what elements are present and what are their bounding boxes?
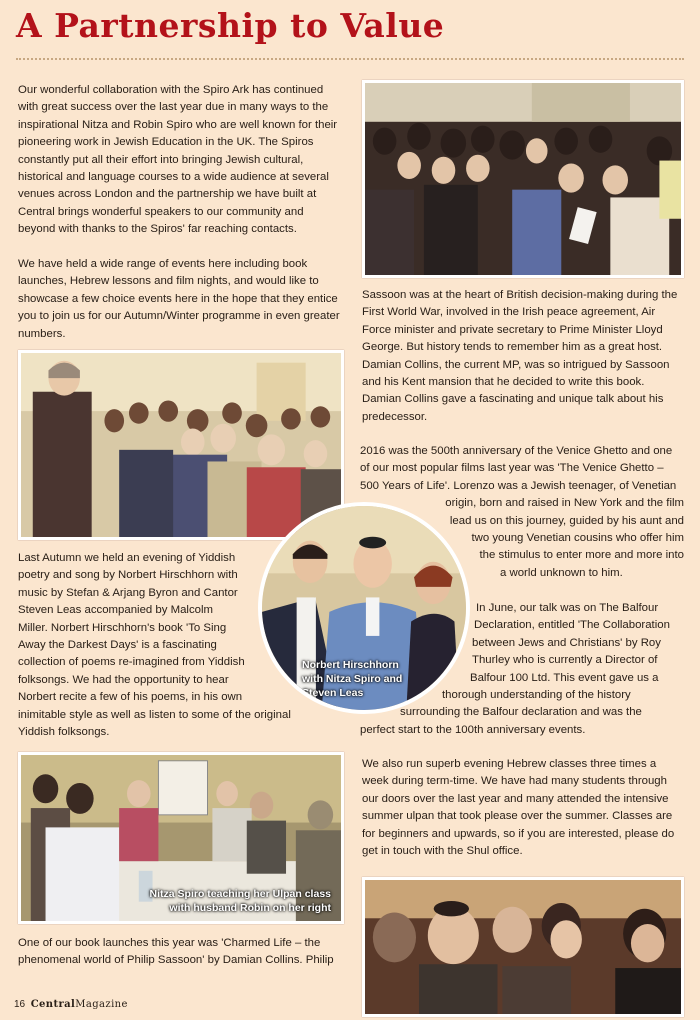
balfour-line: In June, our talk was on The Balfour bbox=[476, 602, 659, 614]
yiddish-line: Last Autumn we held an evening of Yiddish bbox=[18, 552, 236, 564]
yiddish-line: Norbert recite a few of his poems, in his own bbox=[18, 691, 243, 704]
title-divider bbox=[16, 58, 684, 60]
yiddish-line: music by Stefan & Arjang Byron and Cantor bbox=[18, 586, 238, 599]
lecture-audience-photo bbox=[362, 877, 684, 1017]
hirschhorn-caption bbox=[302, 658, 432, 700]
hebrew-classes-paragraph: We also run superb evening Hebrew classes three times a week during term-time. We have had many students through our doors over the last year and many attended the intensive summer ulpan that took please over the summer. Classes are for beginners and upwards, so if you are interested, please do get in touch with the Shul office. bbox=[362, 758, 675, 858]
balfour-line: Balfour 100 Ltd. This event gave us a bbox=[470, 671, 659, 684]
ulpan-caption-line: Nitza Spiro teaching her Ulpan class bbox=[149, 888, 331, 900]
page-number: 16 bbox=[14, 999, 26, 1010]
balfour-line: surrounding the Balfour declaration and was the bbox=[400, 706, 642, 719]
venice-line: of our most popular films last year was 'The Venice Ghetto – bbox=[360, 462, 664, 475]
balfour-line: Thurley who is currently a Director of bbox=[472, 654, 658, 667]
yiddish-evening-photo bbox=[18, 350, 344, 540]
yiddish-line: collection of poems re-imagined from Yiddish bbox=[18, 656, 245, 669]
balfour-line: perfect start to the 100th anniversary events. bbox=[360, 723, 586, 736]
yiddish-line: Away the Darkest Days' is a fascinating bbox=[18, 639, 217, 652]
hirschhorn-caption-line: Norbert Hirschhorn bbox=[302, 659, 399, 671]
hirschhorn-caption-line: with Nitza Spiro and bbox=[302, 673, 403, 685]
sassoon-paragraph: Sassoon was at the heart of British decision-making during the First World War, involved in the Irish peace agreement, Air Force minister and private secretary to Prime Minister Lloyd George. But history tends to remember him as a great host. Damian Collins, the current MP, was so intrigued by Sassoon and his Kent mansion that he decided to write this book. Damian Collins gave a fascinating and unique talk about his predecessor. bbox=[362, 289, 678, 423]
hirschhorn-portrait-photo bbox=[258, 502, 470, 714]
yiddish-line: poetry and song by Norbert Hirschhorn with bbox=[18, 569, 238, 582]
yiddish-line: Yiddish folksongs. bbox=[18, 726, 110, 739]
yiddish-paragraph bbox=[18, 550, 291, 741]
venice-line: 2016 was the 500th anniversary of the Venice Ghetto and one bbox=[360, 445, 673, 457]
venice-line: two young Venetian cousins who offer him bbox=[471, 532, 684, 545]
venice-line: 500 Years of Life'. Lorenzo was a Jewish teenager, of Venetian bbox=[360, 479, 677, 492]
balfour-line: Declaration, entitled 'The Collaboration bbox=[474, 619, 670, 632]
audience-photo bbox=[362, 80, 684, 278]
intro-paragraph: Our wonderful collaboration with the Spiro Ark has continued with great success over the last year due in many ways to the inspirational Nitza and Robin Spiro who are well known for their pioneering work in Jewish Education in the UK. The Spiros constantly put all their effort into bringing Jewish cultural, historical and language courses to a wide audience at several venues across London and the partnership we have built at Central brings wonderful speakers to our community and beyond with thanks to the Spiros' far reaching contacts. bbox=[18, 84, 338, 236]
brand-suffix: Magazine bbox=[75, 999, 128, 1010]
ulpan-caption-line: with husband Robin on her right bbox=[169, 902, 331, 914]
balfour-line: thorough understanding of the history bbox=[442, 689, 631, 702]
venice-line: origin, born and raised in New York and the film bbox=[445, 497, 684, 510]
page-title: A Partnership to Value bbox=[16, 6, 445, 45]
events-paragraph: We have held a wide range of events here including book launches, Hebrew lessons and film nights, and would like to showcase a few choice events here in the hope that they entice you to join us for our Autumn/Winter programme in even greater numbers. bbox=[18, 258, 340, 340]
balfour-line: between Jews and Christians' by Roy bbox=[472, 636, 661, 649]
venice-line: lead us on this journey, guided by his aunt and bbox=[449, 514, 684, 527]
yiddish-line: Miller. Norbert Hirschhorn's book 'To Sing bbox=[18, 621, 227, 634]
ulpan-class-photo bbox=[18, 752, 344, 924]
venice-line: a world unknown to him. bbox=[500, 566, 623, 579]
venice-line: the stimulus to enter more and more into bbox=[479, 549, 684, 562]
page-footer bbox=[14, 999, 128, 1010]
brand-name: Central bbox=[30, 999, 76, 1010]
yiddish-line: inimitable style as well as listen to some of the original bbox=[18, 708, 291, 721]
ulpan-caption bbox=[111, 887, 331, 915]
yiddish-line: Steven Leas accompanied by Malcolm bbox=[18, 604, 214, 617]
yiddish-line: folksongs. We had the opportunity to hear bbox=[18, 673, 229, 686]
hirschhorn-caption-line: Steven Leas bbox=[302, 687, 364, 699]
charmed-life-paragraph: One of our book launches this year was 'Charmed Life – the phenomenal world of Philip Sassoon' by Damian Collins. Philip bbox=[18, 937, 334, 967]
